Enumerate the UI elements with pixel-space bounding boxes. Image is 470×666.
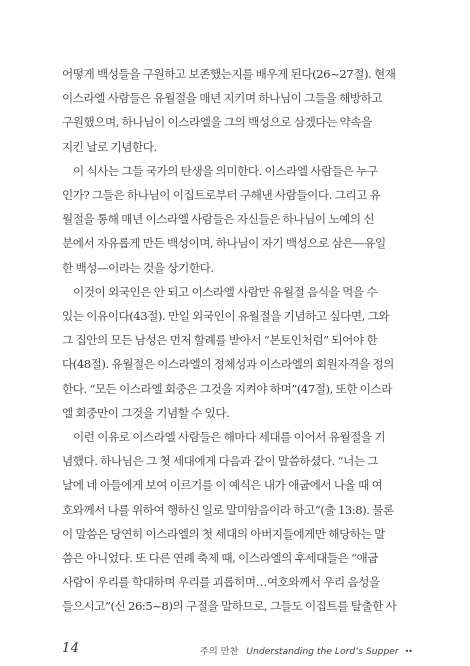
running-head: [200, 643, 412, 657]
running-head-english-title: Understanding the Lord’s Supper: [246, 646, 399, 657]
paragraph-3: 이것이 외국인은 안 되고 이스라엘 사람만 유월절 음식을 먹을 수 있는 이유이다(43절). 만일 외국인이 유월절을 기념하고 싶다면, 그와 그 집안의 모든 남성은 먼저 할례를 받아서 “본토인처럼” 되어야 한 다(48절). 유월절은 이스라엘의 정체성과 이스라엘의 회원자격을 정의 한다. “모든 이스라엘 회중은 그것을 지켜야 하며”(47절), 또한 이스라 엘 회중만이 그것을 기념할 수 있다.: [62, 284, 394, 420]
page-footer: [62, 641, 412, 657]
paragraph-1: 어떻게 백성들을 구원하고 보존했는지를 배우게 된다(26~27절). 현재 이스라엘 사람들은 유월절을 매년 지키며 하나님이 그들을 해방하고 구원했으며, 하나님이 이스라엘을 그의 백성으로 삼겠다는 약속을 지킨 날로 기념한다.: [62, 67, 396, 154]
paragraph-4: 이런 이유로 이스라엘 사람들은 해마다 세대를 이어서 유월절을 기 념했다. 하나님은 그 첫 세대에게 다음과 같이 말씀하셨다. “너는 그 날에 네 아들에게 보여 이르기를 이 예식은 내가 애굽에서 나올 때 여 호와께서 나를 위하여 행하신 일로 말미암음이라 하고”(출 13:8). 물론 이 말씀은 당연히 이스라엘의 첫 세대의 아버지들에게만 해당하는 말 씀은 아니었다. 또 다른 연례 축제 때, 이스라엘의 후세대들은 “애굽 사람이 우리를 학대하며 우리를 괴롭히며…여호와께서 우리 음성을 들으시고”(신 26:5~8)의 구절을 말하므로, 그들도 이집트를 탈출한 사: [62, 430, 397, 614]
body-text: [62, 62, 410, 619]
running-head-korean-title: 주의 만찬: [199, 646, 239, 657]
page-number: 14: [62, 641, 80, 656]
running-head-dots: ••: [404, 647, 412, 656]
paragraph-2: 이 식사는 그들 국가의 탄생을 의미한다. 이스라엘 사람들은 누구 인가? 그들은 하나님이 이집트로부터 구해낸 사람들이다. 그리고 유 월절을 통해 매년 이스라엘 사람들은 자신들은 하나님이 노예의 신 분에서 자유롭게 만든 백성이며, 하나님이 자기 백성으로 삼은—유일 한 백성—이라는 것을 상기한다.: [62, 163, 386, 275]
